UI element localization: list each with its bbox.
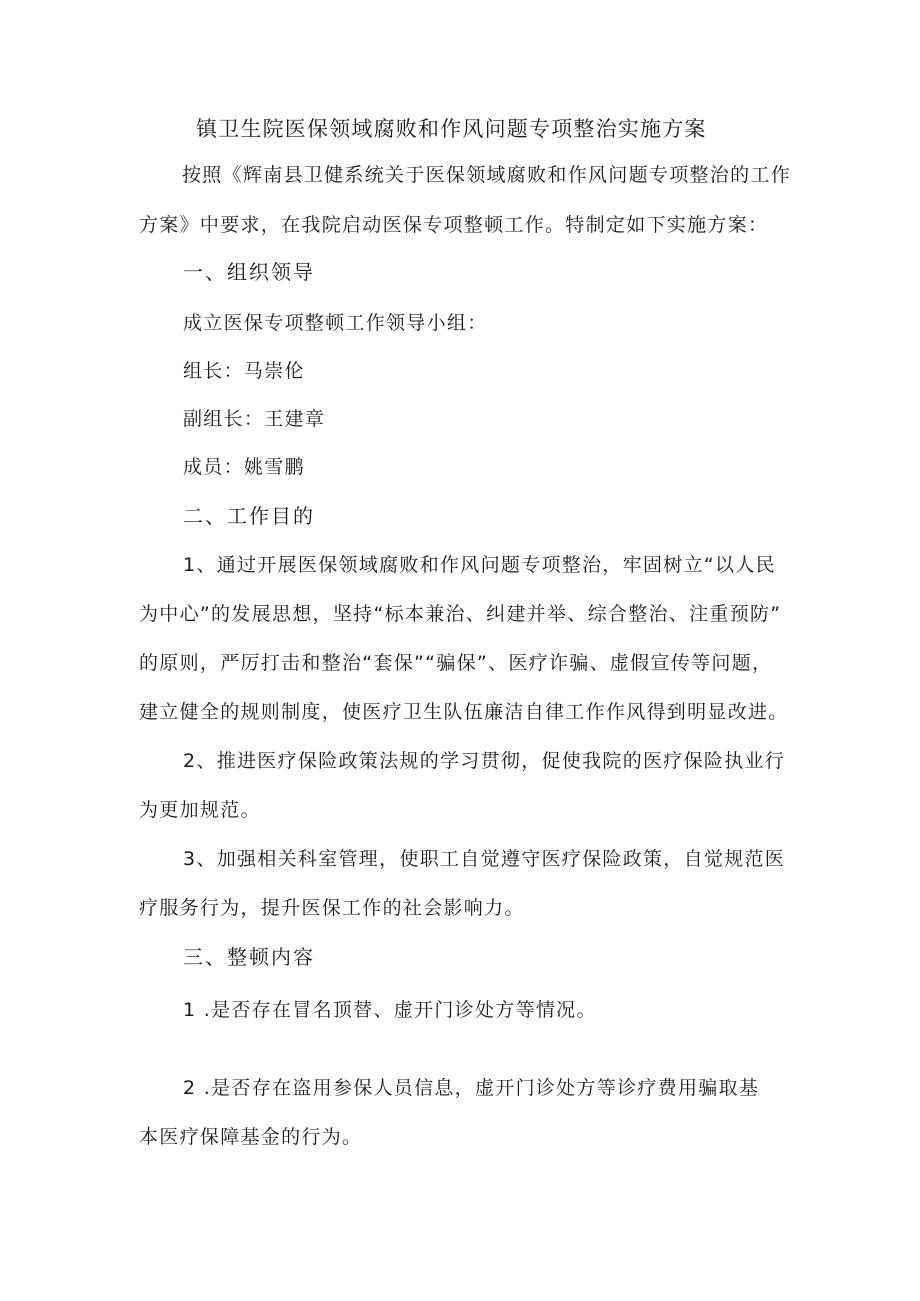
section2-item1-line1: 1、通过开展医保领域腐败和作风问题专项整治，牢固树立“以人民 xyxy=(183,554,776,576)
section3-item1-line1: 1 .是否存在冒名顶替、虚开门诊处方等情况。 xyxy=(183,999,597,1021)
section2-item3-line1: 3、加强相关科室管理，使职工自觉遵守医疗保险政策，自觉规范医 xyxy=(183,848,786,870)
intro-line-1: 按照《辉南县卫健系统关于医保领域腐败和作风问题专项整治的工作 xyxy=(182,164,792,186)
section2-item1-line2: 为中心”的发展思想，坚持“标本兼治、纠建并举、综合整治、注重预防” xyxy=(139,603,782,625)
intro-line-2: 方案》中要求，在我院启动医保专项整顿工作。特制定如下实施方案： xyxy=(139,214,769,236)
section2-heading: 二、工作目的 xyxy=(183,504,315,528)
section2-item2-line2: 为更加规范。 xyxy=(139,799,261,821)
document-title: 镇卫生院医保领域腐败和作风问题专项整治实施方案 xyxy=(196,117,707,141)
section3-heading: 三、整顿内容 xyxy=(183,945,315,969)
section2-item1-line4: 建立健全的规则制度，使医疗卫生队伍廉洁自律工作作风得到明显改进。 xyxy=(139,701,789,723)
section3-item2-line2: 本医疗保障基金的行为。 xyxy=(139,1126,363,1148)
section2-item2-line1: 2、推进医疗保险政策法规的学习贯彻，促使我院的医疗保险执业行 xyxy=(183,750,786,772)
section2-item1-line3: 的原则，严厉打击和整治“套保”“骗保”、医疗诈骗、虚假宣传等问题， xyxy=(139,652,773,674)
section3-item2-line1: 2 .是否存在盗用参保人员信息，虚开门诊处方等诊疗费用骗取基 xyxy=(183,1077,760,1099)
section2-item3-line2: 疗服务行为，提升医保工作的社会影响力。 xyxy=(139,897,525,919)
section1-leader: 组长：马崇伦 xyxy=(183,360,305,382)
section1-heading: 一、组织领导 xyxy=(183,260,315,284)
section1-member: 成员：姚雪鹏 xyxy=(183,456,305,478)
section1-deputy: 副组长：王建章 xyxy=(183,408,326,430)
section1-lead: 成立医保专项整顿工作领导小组： xyxy=(183,312,488,334)
